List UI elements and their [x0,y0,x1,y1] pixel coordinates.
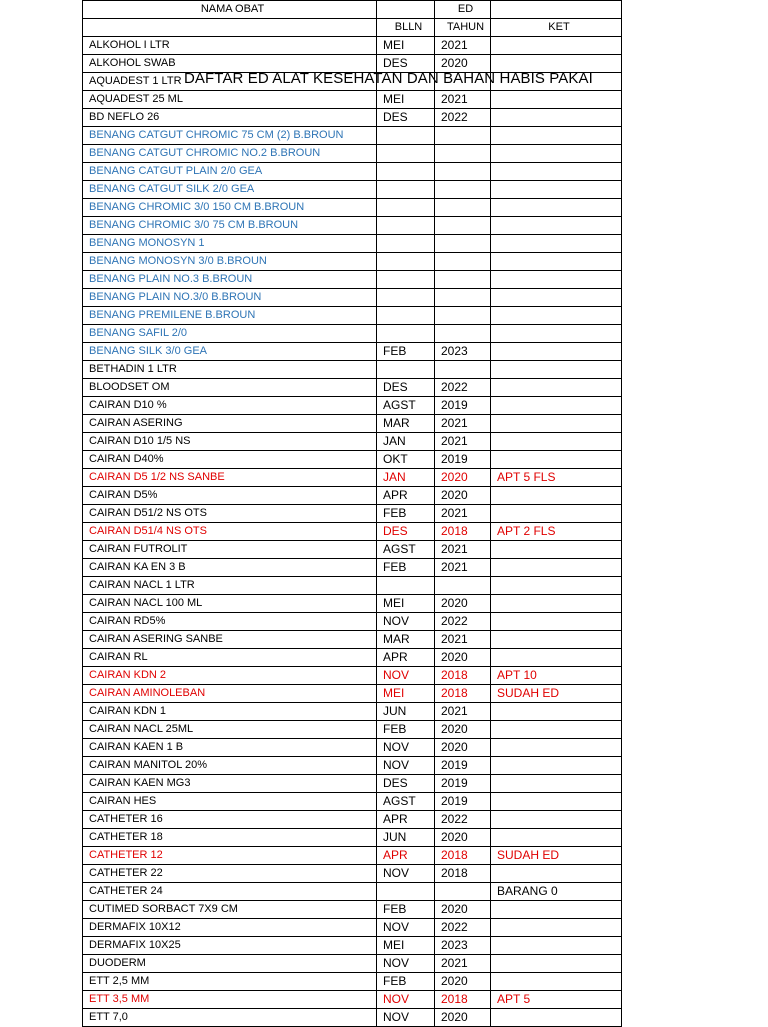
note-cell [491,289,622,307]
year-cell: 2018 [435,847,491,865]
year-cell: 2021 [435,955,491,973]
year-cell: 2020 [435,973,491,991]
item-name-cell: AQUADEST 1 LTR [83,73,377,91]
table-row [83,127,622,145]
table-row [83,901,622,919]
year-cell: 2021 [435,37,491,55]
year-cell: 2021 [435,703,491,721]
year-cell: 2022 [435,109,491,127]
note-cell [491,937,622,955]
item-name-cell: BENANG PREMILENE B.BROUN [83,307,377,325]
table-row [83,505,622,523]
month-cell: OKT [377,451,435,469]
item-name-cell: BENANG PLAIN NO.3/0 B.BROUN [83,289,377,307]
year-cell: 2019 [435,397,491,415]
item-name-cell: BENANG CATGUT CHROMIC 75 CM (2) B.BROUN [83,127,377,145]
item-name-cell: BENANG MONOSYN 1 [83,235,377,253]
item-name-cell: CATHETER 18 [83,829,377,847]
table-row [83,415,622,433]
month-cell: DES [377,379,435,397]
note-cell [491,217,622,235]
year-cell: 2022 [435,379,491,397]
note-cell [491,703,622,721]
item-name-cell: BETHADIN 1 LTR [83,361,377,379]
month-cell [377,199,435,217]
year-cell [435,289,491,307]
table-row [83,541,622,559]
month-cell: NOV [377,865,435,883]
table-row [83,577,622,595]
note-cell [491,37,622,55]
table-row [83,433,622,451]
note-cell [491,145,622,163]
item-name-cell: CATHETER 22 [83,865,377,883]
item-name-cell: ALKOHOL I LTR [83,37,377,55]
year-cell: 2021 [435,631,491,649]
table-row [83,973,622,991]
note-cell [491,865,622,883]
month-cell [377,307,435,325]
table-row [83,523,622,541]
month-cell: NOV [377,739,435,757]
note-cell [491,307,622,325]
year-cell: 2018 [435,667,491,685]
table-row [83,487,622,505]
year-cell: 2020 [435,739,491,757]
month-cell: FEB [377,343,435,361]
table-row [83,361,622,379]
month-cell: MEI [377,91,435,109]
year-cell [435,883,491,901]
table-row [83,811,622,829]
table-row [83,865,622,883]
header-row-2 [83,19,622,37]
note-cell [491,739,622,757]
month-cell: DES [377,523,435,541]
item-name-cell: ETT 3,5 MM [83,991,377,1009]
year-cell: 2020 [435,1009,491,1027]
table-row [83,883,622,901]
month-cell: FEB [377,901,435,919]
table-row [83,775,622,793]
header-ed: ED [435,1,491,19]
item-name-cell: CAIRAN MANITOL 20% [83,757,377,775]
table-row [83,595,622,613]
note-cell [491,487,622,505]
note-cell [491,397,622,415]
month-cell: FEB [377,559,435,577]
year-cell: 2020 [435,595,491,613]
year-cell: 2018 [435,991,491,1009]
year-cell: 2020 [435,829,491,847]
item-name-cell: CATHETER 24 [83,883,377,901]
month-cell: AGST [377,541,435,559]
month-cell: AGST [377,793,435,811]
year-cell [435,217,491,235]
table-row [83,955,622,973]
table-row [83,631,622,649]
month-cell [377,361,435,379]
note-cell [491,451,622,469]
year-cell: 2020 [435,487,491,505]
note-cell [491,559,622,577]
note-cell [491,235,622,253]
year-cell: 2021 [435,433,491,451]
month-cell [377,883,435,901]
item-name-cell: CAIRAN KDN 2 [83,667,377,685]
sheet-title: DAFTAR ED ALAT KESEHATAN DAN BAHAN HABIS PAKAI [184,70,593,87]
month-cell [377,289,435,307]
month-cell: DES [377,109,435,127]
year-cell: 2019 [435,775,491,793]
year-cell: 2018 [435,685,491,703]
item-name-cell: CAIRAN D40% [83,451,377,469]
month-cell: FEB [377,505,435,523]
table-row [83,271,622,289]
item-name-cell: CAIRAN D51/2 NS OTS [83,505,377,523]
month-cell [377,217,435,235]
note-cell: APT 10 [491,667,622,685]
note-cell [491,721,622,739]
item-name-cell: BENANG CATGUT SILK 2/0 GEA [83,181,377,199]
year-cell: 2023 [435,937,491,955]
year-cell [435,199,491,217]
year-cell: 2019 [435,757,491,775]
item-name-cell: BENANG CHROMIC 3/0 150 CM B.BROUN [83,199,377,217]
table-row [83,991,622,1009]
table-row [83,829,622,847]
year-cell [435,361,491,379]
year-cell: 2022 [435,919,491,937]
month-cell: MAR [377,631,435,649]
month-cell: MEI [377,37,435,55]
table-row [83,613,622,631]
note-cell [491,415,622,433]
header-blank-2 [491,1,622,19]
year-cell: 2020 [435,649,491,667]
year-cell [435,163,491,181]
month-cell: NOV [377,613,435,631]
header-year: TAHUN [435,19,491,37]
table-row [83,685,622,703]
year-cell: 2020 [435,901,491,919]
table-row [83,109,622,127]
table-row [83,379,622,397]
item-name-cell: CAIRAN KAEN 1 B [83,739,377,757]
table-row [83,199,622,217]
item-name-cell: BENANG PLAIN NO.3 B.BROUN [83,271,377,289]
month-cell: APR [377,487,435,505]
year-cell: 2021 [435,505,491,523]
year-cell: 2021 [435,415,491,433]
month-cell [377,271,435,289]
year-cell: 2022 [435,811,491,829]
item-name-cell: ETT 2,5 MM [83,973,377,991]
table-row [83,163,622,181]
note-cell [491,541,622,559]
table-row [83,397,622,415]
note-cell [491,631,622,649]
table-row [83,145,622,163]
item-name-cell: BLOODSET OM [83,379,377,397]
note-cell [491,109,622,127]
month-cell: DES [377,775,435,793]
month-cell: JUN [377,829,435,847]
note-cell: APT 5 [491,991,622,1009]
month-cell: NOV [377,955,435,973]
note-cell [491,613,622,631]
table-body [83,37,622,1027]
table-row [83,91,622,109]
item-name-cell: CAIRAN D51/4 NS OTS [83,523,377,541]
month-cell: NOV [377,1009,435,1027]
note-cell: APT 2 FLS [491,523,622,541]
header-month: BLLN [377,19,435,37]
item-name-cell: CAIRAN NACL 25ML [83,721,377,739]
note-cell [491,757,622,775]
item-name-cell: CAIRAN HES [83,793,377,811]
table-row [83,793,622,811]
item-name-cell: BENANG CHROMIC 3/0 75 CM B.BROUN [83,217,377,235]
year-cell [435,235,491,253]
month-cell: JUN [377,703,435,721]
header-blank [377,1,435,19]
note-cell [491,595,622,613]
year-cell [435,127,491,145]
item-name-cell: ALKOHOL SWAB [83,55,377,73]
note-cell [491,199,622,217]
year-cell [435,577,491,595]
table-row [83,217,622,235]
year-cell: 2022 [435,613,491,631]
header-blank-3 [83,19,377,37]
table-row [83,667,622,685]
item-name-cell: CAIRAN ASERING [83,415,377,433]
month-cell: MEI [377,595,435,613]
item-name-cell: BENANG CATGUT PLAIN 2/0 GEA [83,163,377,181]
year-cell [435,325,491,343]
note-cell [491,379,622,397]
note-cell: BARANG 0 [491,883,622,901]
year-cell: 2020 [435,469,491,487]
table-row [83,559,622,577]
table-row [83,721,622,739]
item-name-cell: ETT 7,0 [83,1009,377,1027]
note-cell [491,325,622,343]
table-row [83,757,622,775]
note-cell [491,361,622,379]
year-cell: 2021 [435,559,491,577]
item-name-cell: CAIRAN D5 1/2 NS SANBE [83,469,377,487]
item-name-cell: CAIRAN RD5% [83,613,377,631]
month-cell: MEI [377,685,435,703]
note-cell [491,271,622,289]
table-row [83,649,622,667]
month-cell: NOV [377,919,435,937]
note-cell [491,433,622,451]
month-cell: NOV [377,991,435,1009]
item-name-cell: CAIRAN NACL 1 LTR [83,577,377,595]
item-name-cell: CAIRAN KDN 1 [83,703,377,721]
item-name-cell: CAIRAN RL [83,649,377,667]
item-name-cell: CUTIMED SORBACT 7X9 CM [83,901,377,919]
month-cell: MEI [377,937,435,955]
table-row [83,325,622,343]
item-name-cell: DERMAFIX 10X25 [83,937,377,955]
item-name-cell: BENANG SILK 3/0 GEA [83,343,377,361]
month-cell: APR [377,649,435,667]
year-cell [435,307,491,325]
item-name-cell: CAIRAN AMINOLEBAN [83,685,377,703]
note-cell [491,505,622,523]
item-name-cell: CAIRAN D5% [83,487,377,505]
year-cell: 2020 [435,721,491,739]
ed-table [82,0,622,1027]
item-name-cell: CAIRAN ASERING SANBE [83,631,377,649]
year-cell [435,145,491,163]
note-cell [491,973,622,991]
note-cell [491,343,622,361]
year-cell: 2019 [435,793,491,811]
month-cell [377,145,435,163]
note-cell [491,775,622,793]
item-name-cell: CAIRAN D10 1/5 NS [83,433,377,451]
month-cell [377,325,435,343]
note-cell [491,577,622,595]
table-row [83,181,622,199]
header-row-1 [83,1,622,19]
month-cell: JAN [377,433,435,451]
month-cell [377,577,435,595]
month-cell [377,163,435,181]
note-cell [491,955,622,973]
year-cell: 2018 [435,523,491,541]
year-cell: 2020 [435,55,491,73]
note-cell [491,163,622,181]
item-name-cell: BENANG SAFIL 2/0 [83,325,377,343]
month-cell: JAN [377,469,435,487]
month-cell: NOV [377,757,435,775]
note-cell [491,811,622,829]
note-cell: SUDAH ED [491,847,622,865]
table-row [83,451,622,469]
table-row [83,343,622,361]
table-row [83,253,622,271]
item-name-cell: DUODERM [83,955,377,973]
table-row [83,307,622,325]
month-cell: AGST [377,397,435,415]
month-cell [377,253,435,271]
note-cell [491,253,622,271]
note-cell [491,901,622,919]
item-name-cell: CAIRAN NACL 100 ML [83,595,377,613]
item-name-cell: BENANG CATGUT CHROMIC NO.2 B.BROUN [83,145,377,163]
month-cell: APR [377,811,435,829]
year-cell: 2019 [435,451,491,469]
year-cell: 2018 [435,865,491,883]
year-cell [435,253,491,271]
note-cell [491,91,622,109]
header-note: KET [491,19,622,37]
item-name-cell: BENANG MONOSYN 3/0 B.BROUN [83,253,377,271]
spreadsheet [82,0,622,1027]
item-name-cell: CATHETER 16 [83,811,377,829]
item-name-cell: CATHETER 12 [83,847,377,865]
item-name-cell: CAIRAN D10 % [83,397,377,415]
item-name-cell: CAIRAN KA EN 3 B [83,559,377,577]
month-cell: FEB [377,721,435,739]
table-row [83,469,622,487]
item-name-cell: CAIRAN KAEN MG3 [83,775,377,793]
table-row [83,937,622,955]
table-row [83,37,622,55]
table-row [83,739,622,757]
table-row [83,703,622,721]
year-cell: 2021 [435,91,491,109]
note-cell [491,793,622,811]
year-cell: 2023 [435,343,491,361]
note-cell: SUDAH ED [491,685,622,703]
item-name-cell: BD NEFLO 26 [83,109,377,127]
item-name-cell: CAIRAN FUTROLIT [83,541,377,559]
table-row [83,919,622,937]
note-cell [491,829,622,847]
year-cell [435,271,491,289]
year-cell [435,181,491,199]
month-cell: MAR [377,415,435,433]
month-cell: DES [377,55,435,73]
note-cell: APT 5 FLS [491,469,622,487]
note-cell [491,649,622,667]
header-name: NAMA OBAT [83,1,377,19]
item-name-cell: AQUADEST 25 ML [83,91,377,109]
note-cell [491,919,622,937]
year-cell: 2021 [435,541,491,559]
table-row [83,847,622,865]
item-name-cell: DERMAFIX 10X12 [83,919,377,937]
table-row [83,235,622,253]
month-cell: FEB [377,973,435,991]
month-cell: NOV [377,667,435,685]
month-cell [377,235,435,253]
note-cell [491,181,622,199]
note-cell [491,127,622,145]
month-cell [377,127,435,145]
month-cell: APR [377,847,435,865]
table-row [83,289,622,307]
month-cell [377,181,435,199]
